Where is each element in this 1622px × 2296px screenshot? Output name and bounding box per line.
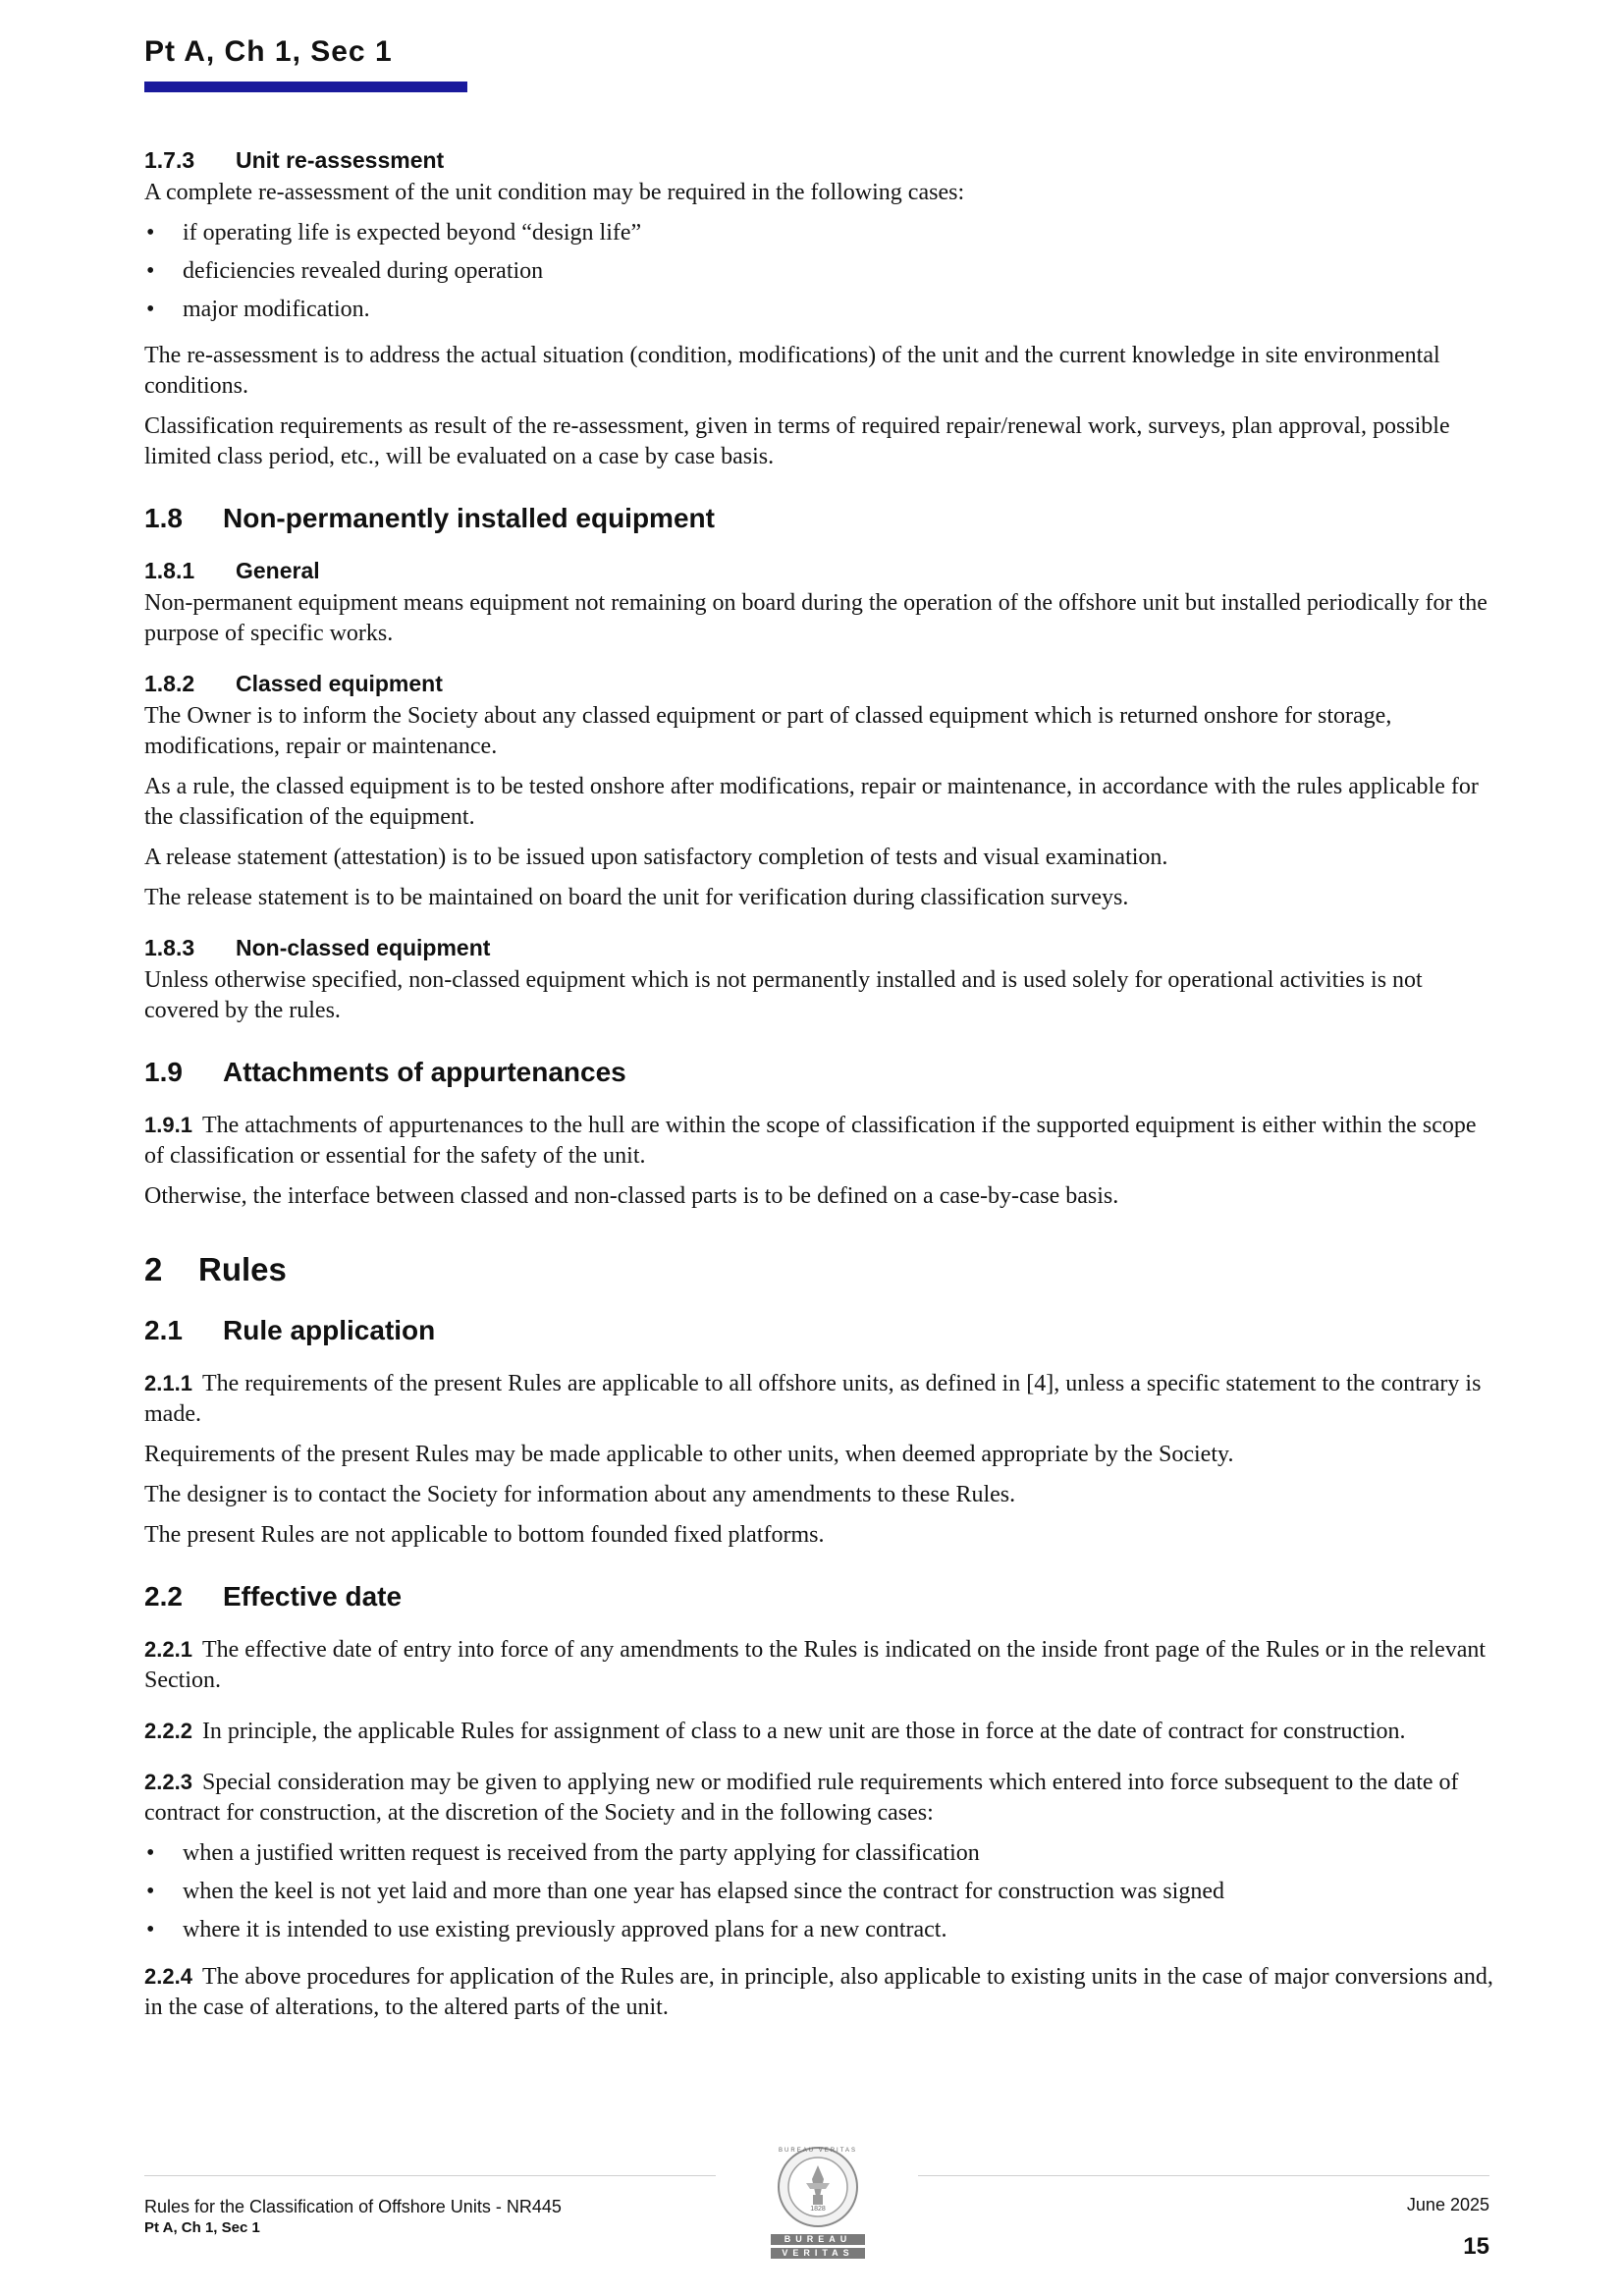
heading-text: Unit re-assessment — [236, 147, 445, 173]
document-body — [144, 145, 1499, 2033]
heading-number: 2.1 — [144, 1315, 183, 1345]
heading-1-8-3 — [144, 933, 1499, 962]
paragraph: The present Rules are not applicable to bottom founded fixed platforms. — [144, 1522, 825, 1548]
paragraph — [144, 1716, 1499, 1747]
footer-date: June 2025 — [1406, 2195, 1489, 2214]
list-item: • major modification. — [144, 295, 1499, 325]
paragraph: As a rule, the classed equipment is to be tested onshore after modifications, repair or maintenance, in accordance with the rules applicable for the classification of the equipment. — [144, 774, 1479, 830]
paragraph-number: 2.2.1 — [144, 1637, 192, 1662]
paragraph: Classification requirements as result of the re-assessment, given in terms of required repair/renewal work, surveys, plan approval, possible limited class period, etc., will be evaluated on a case by case basis. — [144, 413, 1450, 469]
heading-number: 1.8.3 — [144, 935, 195, 960]
heading-text: Classed equipment — [236, 671, 443, 696]
paragraph-text: The effective date of entry into force of any amendments to the Rules is indicated on the inside front page of the Rules or in the relevant Section. — [144, 1637, 1487, 1693]
footer-section-ref: Pt A, Ch 1, Sec 1 — [144, 2219, 260, 2236]
footer-rule-right — [918, 2175, 1489, 2176]
paragraph: A complete re-assessment of the unit condition may be required in the following cases: — [144, 180, 965, 205]
paragraph-number: 2.2.4 — [144, 1964, 192, 1989]
paragraph: Requirements of the present Rules may be made applicable to other units, when deemed appropriate by the Society. — [144, 1442, 1234, 1467]
heading-text: Rules — [198, 1251, 287, 1287]
paragraph: The Owner is to inform the Society about any classed equipment or part of classed equipment which is returned onshore for storage, modifications, repair or maintenance. — [144, 703, 1392, 759]
paragraph: The re-assessment is to address the actual situation (condition, modifications) of the unit and the current knowledge in site environmental conditions. — [144, 343, 1440, 399]
list-item: • if operating life is expected beyond “design life” — [144, 218, 1499, 248]
paragraph-text: In principle, the applicable Rules for assignment of class to a new unit are those in force at the date of contract for construction. — [201, 1719, 1406, 1744]
page-number: 15 — [1463, 2233, 1489, 2260]
paragraph: A release statement (attestation) is to be issued upon satisfactory completion of tests and visual examination. — [144, 845, 1168, 870]
paragraph-text: The attachments of appurtenances to the hull are within the scope of classification if the supported equipment is either within the scope of classification or essential for the safety of the unit. — [144, 1113, 1477, 1169]
paragraph — [144, 1110, 1499, 1172]
paragraph-text: The requirements of the present Rules are applicable to all offshore units, as defined in [4], unless a specific statement to the contrary is made. — [144, 1371, 1482, 1427]
heading-1-8-1 — [144, 556, 1499, 585]
paragraph — [144, 1634, 1499, 1696]
heading-1-7-3 — [144, 145, 1499, 175]
logo-year: 1828 — [810, 2206, 826, 2213]
heading-number: 1.8 — [144, 503, 183, 533]
heading-number: 1.8.2 — [144, 671, 195, 696]
paragraph-number: 2.2.3 — [144, 1770, 192, 1794]
paragraph-text: The above procedures for application of the Rules are, in principle, also applicable to existing units in the case of major conversions and, in the case of alterations, to the altered parts of the unit. — [144, 1964, 1493, 2020]
paragraph-number: 2.1.1 — [144, 1371, 192, 1395]
list-item: • deficiencies revealed during operation — [144, 256, 1499, 287]
paragraph-number: 1.9.1 — [144, 1113, 192, 1137]
heading-text: Effective date — [223, 1581, 403, 1612]
paragraph-text: Special consideration may be given to applying new or modified rule requirements which entered into force subsequent to the date of contract for construction, at the discretion of the Society and in the following cases: — [144, 1770, 1459, 1826]
bullet-list — [144, 218, 1499, 325]
paragraph — [144, 1961, 1499, 2023]
heading-2-1 — [144, 1314, 1499, 1347]
heading-text: Non-classed equipment — [236, 935, 491, 960]
logo-word-bureau: BUREAU — [784, 2234, 852, 2244]
list-item: • when a justified written request is received from the party applying for classification — [144, 1838, 1499, 1869]
heading-number: 1.8.1 — [144, 558, 195, 583]
paragraph: The release statement is to be maintained on board the unit for verification during classification surveys. — [144, 885, 1129, 910]
logo-ring-text: BUREAU VERITAS — [779, 2148, 857, 2154]
paragraph — [144, 1368, 1499, 1430]
paragraph: Otherwise, the interface between classed and non-classed parts is to be defined on a case-by-case basis. — [144, 1183, 1119, 1209]
bullet-list — [144, 1838, 1499, 1945]
paragraph: Unless otherwise specified, non-classed equipment which is not permanently installed and is used solely for operational activities is not covered by the rules. — [144, 967, 1423, 1023]
header-accent-bar — [144, 82, 467, 92]
footer-rule-left — [144, 2175, 716, 2176]
heading-text: General — [236, 558, 320, 583]
heading-1-9 — [144, 1056, 1499, 1089]
paragraph — [144, 1767, 1499, 1829]
footer-left — [144, 2195, 562, 2238]
logo-word-veritas: VERITAS — [782, 2248, 854, 2258]
heading-text: Non-permanently installed equipment — [223, 503, 715, 533]
heading-text: Rule application — [223, 1315, 436, 1345]
list-item: • when the keel is not yet laid and more than one year has elapsed since the contract for construction was signed — [144, 1877, 1499, 1907]
heading-1-8 — [144, 502, 1499, 535]
heading-number: 1.7.3 — [144, 147, 195, 173]
heading-number: 2 — [144, 1251, 163, 1287]
paragraph: The designer is to contact the Society for information about any amendments to these Rules. — [144, 1482, 1016, 1507]
heading-2 — [144, 1251, 1499, 1288]
footer-document-title: Rules for the Classification of Offshore Units - NR445 — [144, 2197, 562, 2216]
heading-1-8-2 — [144, 669, 1499, 698]
heading-2-2 — [144, 1580, 1499, 1613]
heading-number: 1.9 — [144, 1057, 183, 1087]
list-item: • where it is intended to use existing previously approved plans for a new contract. — [144, 1915, 1499, 1945]
heading-text: Attachments of appurtenances — [223, 1057, 626, 1087]
page-header-title: Pt A, Ch 1, Sec 1 — [144, 35, 393, 68]
heading-number: 2.2 — [144, 1581, 183, 1612]
paragraph-number: 2.2.2 — [144, 1719, 192, 1743]
paragraph: Non-permanent equipment means equipment not remaining on board during the operation of the offshore unit but installed periodically for the purpose of specific works. — [144, 590, 1487, 646]
